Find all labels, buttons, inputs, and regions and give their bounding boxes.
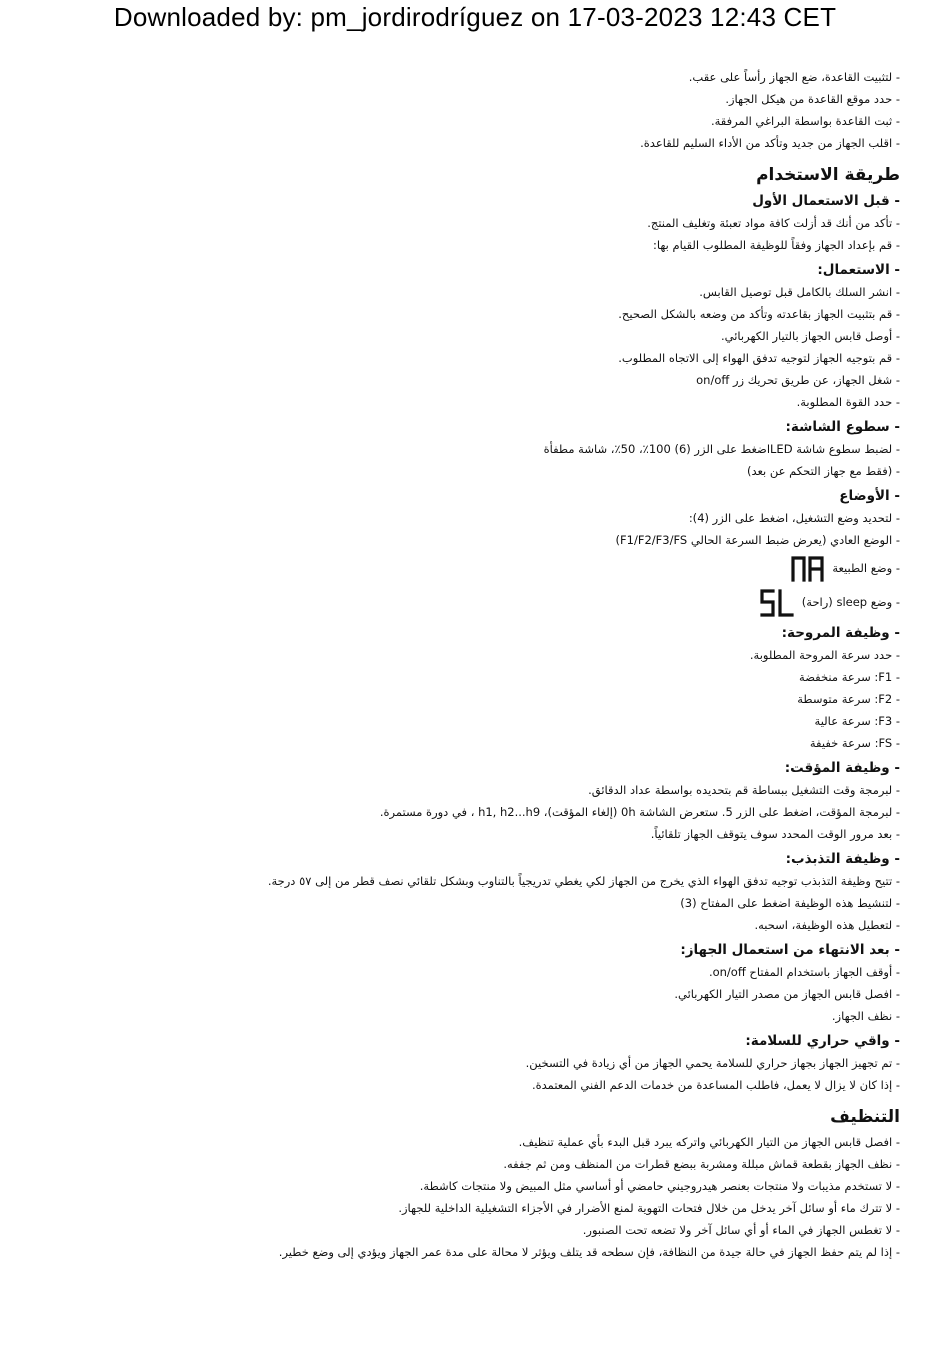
list-item: - تم تجهيز الجهاز بجهاز حراري للسلامة يحمي الجهاز من أي زيادة في التسخين. bbox=[525, 1056, 900, 1070]
list-item: - انشر السلك بالكامل قبل توصيل القابس. bbox=[699, 285, 900, 299]
oscillation-heading: - وظيفة التذبذب: bbox=[785, 851, 900, 867]
list-item: - لا تستخدم مذيبات ولا منتجات بعنصر هيدروجيني حامضي أو أساسي مثل المبيض ولا منتجات كاشطة. bbox=[419, 1179, 900, 1193]
sleep-mode-line bbox=[50, 585, 900, 619]
brightness-heading: - سطوع الشاشة: bbox=[785, 419, 900, 435]
install-step: - اقلب الجهاز من جديد وتأكد من الأداء السليم للقاعدة. bbox=[640, 136, 900, 150]
after-use-heading: - بعد الانتهاء من استعمال الجهاز: bbox=[680, 942, 900, 958]
list-item: - لبرمجة المؤقت، اضغط على الزر 5. ستعرض الشاشة 0h (إلغاء المؤقت)، h1, h2...h9 ، في دورة مستمرة. bbox=[379, 805, 900, 819]
list-item: - F3: سرعة عالية bbox=[814, 714, 900, 728]
list-item: - قم بإعداد الجهاز وفقاً للوظيفة المطلوب القيام بها: bbox=[652, 238, 900, 252]
list-item: - لبرمجة وقت التشغيل ببساطة قم بتحديده بواسطة عداد الدقائق. bbox=[588, 783, 900, 797]
list-item: - لتحديد وضع التشغيل، اضغط على الزر (4): bbox=[688, 511, 900, 525]
list-item: - تتيح وظيفة التذبذب توجيه تدفق الهواء الذي يخرج من الجهاز لكي يغطي تدريجياً بالتناوب وبشكل تلقائي نصف قطر من إلى ٥٧ درجة. bbox=[267, 874, 900, 888]
nature-mode-line bbox=[50, 551, 900, 585]
list-item: - افصل قابس الجهاز من مصدر التيار الكهربائي. bbox=[674, 987, 900, 1001]
list-item: - F2: سرعة متوسطة bbox=[797, 692, 900, 706]
list-item: - شغل الجهاز، عن طريق تحريك زر on/off bbox=[696, 373, 900, 387]
sleep-mode-label: - وضع sleep (راحة) bbox=[801, 595, 900, 609]
list-item: - قم بتوجيه الجهاز لتوجيه تدفق الهواء إلى الاتجاه المطلوب. bbox=[618, 351, 900, 365]
download-header: Downloaded by: pm_jordirodríguez on 17-03-2023 12:43 CET bbox=[113, 2, 837, 32]
list-item: - لتنشيط هذه الوظيفة اضغط على المفتاح (3) bbox=[680, 896, 900, 910]
list-item: - (فقط مع جهاز التحكم عن بعد) bbox=[746, 464, 900, 478]
cleaning-heading: التنظيف bbox=[830, 1107, 900, 1127]
list-item: - لتعطيل هذه الوظيفة، اسحبه. bbox=[754, 918, 900, 932]
install-step: - لتثبيت القاعدة، ضع الجهاز رأساً على عقب. bbox=[688, 70, 900, 84]
list-item: - الوضع العادي (يعرض ضبط السرعة الحالي F1/F2/F3/FS) bbox=[615, 533, 900, 547]
list-item: - افصل قابس الجهاز من التيار الكهربائي واتركه يبرد قبل البدء بأي عملية تنظيف. bbox=[518, 1135, 900, 1149]
list-item: - حدد سرعة المروحة المطلوبة. bbox=[749, 648, 900, 662]
timer-heading: - وظيفة المؤقت: bbox=[784, 760, 900, 776]
list-item: - قم بتثبيت الجهاز بقاعدته وتأكد من وضعه بالشكل الصحيح. bbox=[618, 307, 900, 321]
list-item: - إذا لم يتم حفظ الجهاز في حالة جيدة من النظافة، فإن سطحه قد يتلف ويؤثر لا محالة على مدة عمر الجهاز ويؤدي إلى وضع خطير. bbox=[278, 1245, 900, 1259]
list-item: - لضبط سطوع شاشة LEDاضغط على الزر (6) 100٪، 50٪، شاشة مطفأة bbox=[543, 442, 900, 456]
list-item: - لا تغطس الجهاز في الماء أو أي سائل آخر ولا تضعه تحت الصنبور. bbox=[582, 1223, 900, 1237]
list-item: - FS: سرعة خفيفة bbox=[809, 736, 900, 750]
list-item: - إذا كان لا يزال لا يعمل، فاطلب المساعدة من خدمات الدعم الفني المعتمدة. bbox=[531, 1078, 900, 1092]
list-item: - نظف الجهاز بقطعة قماش مبللة ومشربة ببضع قطرات من المنظف ومن ثم جففه. bbox=[503, 1157, 900, 1171]
install-step: - ثبت القاعدة بواسطة البراغي المرفقة. bbox=[710, 114, 900, 128]
use-heading: - الاستعمال: bbox=[817, 262, 900, 278]
manual-content bbox=[50, 66, 900, 1263]
before-first-use-heading: - قبل الاستعمال الأول bbox=[752, 193, 900, 209]
modes-heading: - الأوضاع bbox=[839, 488, 900, 504]
list-item: - أوصل قابس الجهاز بالتيار الكهربائي. bbox=[720, 329, 900, 343]
usage-heading: طريقة الاستخدام bbox=[756, 165, 900, 185]
thermal-heading: - واقي حراري للسلامة: bbox=[745, 1033, 900, 1049]
install-step: - حدد موقع القاعدة من هيكل الجهاز. bbox=[725, 92, 900, 106]
list-item: - لا تترك ماء أو سائل آخر يدخل من خلال فتحات التهوية لمنع الأضرار في الأجزاء التشغيلية الداخلية للجهاز. bbox=[398, 1201, 900, 1215]
list-item: - تأكد من أنك قد أزلت كافة مواد تعبئة وتغليف المنتج. bbox=[647, 216, 900, 230]
list-item: - نظف الجهاز. bbox=[831, 1009, 900, 1023]
list-item: - أوقف الجهاز باستخدام المفتاح on/off. bbox=[708, 965, 900, 979]
fan-heading: - وظيفة المروحة: bbox=[781, 625, 900, 641]
list-item: - حدد القوة المطلوبة. bbox=[796, 395, 900, 409]
sleep-mode-display-icon bbox=[760, 589, 794, 617]
nature-mode-label: - وضع الطبيعة bbox=[832, 561, 900, 575]
list-item: - F1: سرعة منخفضة bbox=[799, 670, 900, 684]
nature-mode-display-icon bbox=[791, 556, 825, 582]
list-item: - بعد مرور الوقت المحدد سوف يتوقف الجهاز تلقائياً. bbox=[650, 827, 900, 841]
